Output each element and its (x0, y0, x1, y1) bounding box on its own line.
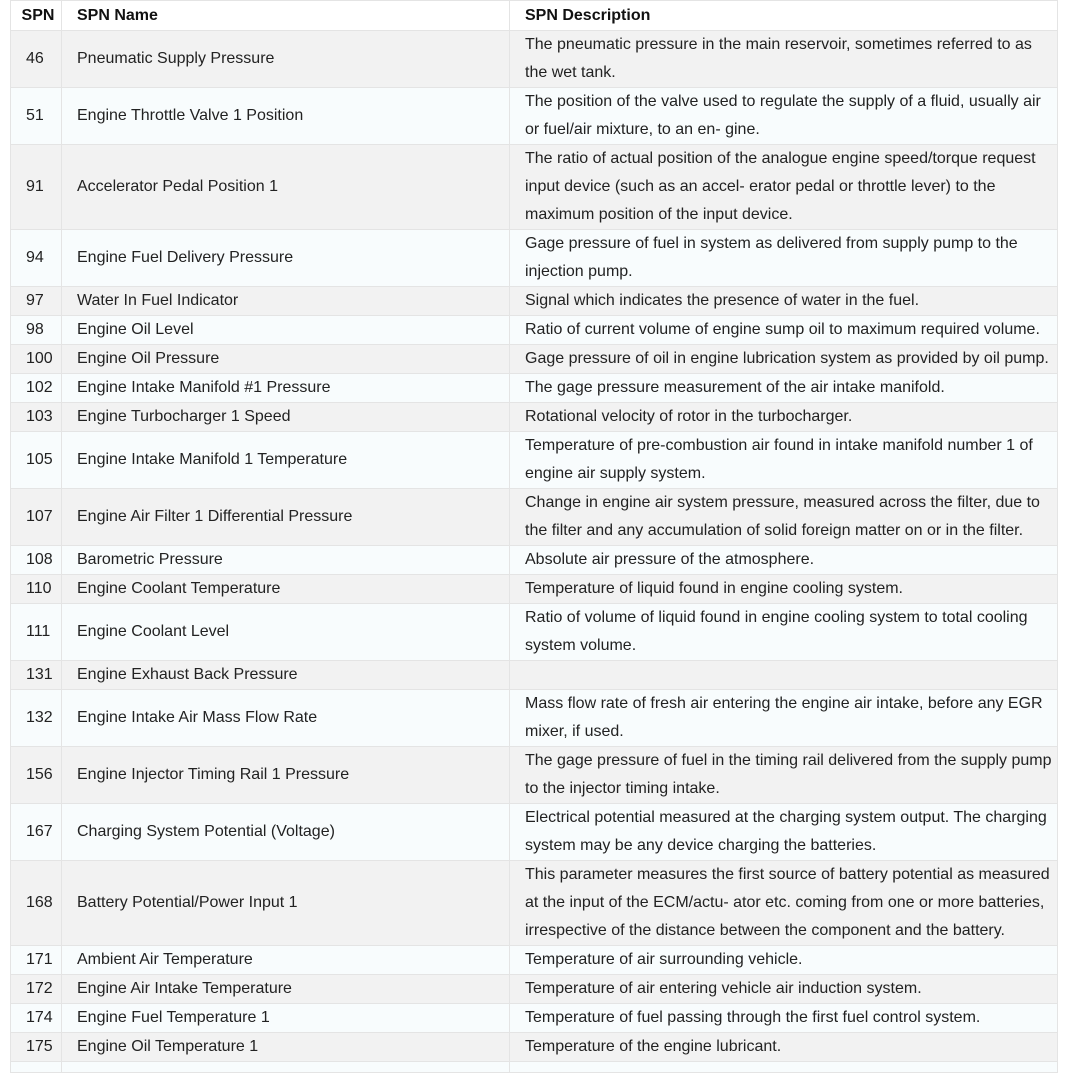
spn-name-cell: Ambient Air Temperature (62, 946, 510, 975)
spn-cell: 172 (11, 975, 62, 1004)
spn-name-cell: Engine Intake Manifold #1 Pressure (62, 374, 510, 403)
table-row (11, 345, 1058, 374)
table-row-cut-off (11, 1062, 1058, 1073)
table-row (11, 287, 1058, 316)
table-row (11, 432, 1058, 489)
spn-name-cell: Accelerator Pedal Position 1 (62, 145, 510, 230)
table-row (11, 145, 1058, 230)
spn-cell: 103 (11, 403, 62, 432)
spn-name-cell: Engine Throttle Valve 1 Position (62, 88, 510, 145)
spn-name-cell: Pneumatic Supply Pressure (62, 31, 510, 88)
spn-name-cell: Engine Exhaust Back Pressure (62, 661, 510, 690)
spn-description-cell: Signal which indicates the presence of water in the fuel. (510, 287, 1058, 316)
spn-cell: 131 (11, 661, 62, 690)
spn-description-cell: Temperature of the engine lubricant. (510, 1033, 1058, 1062)
spn-name-cell: Engine Intake Manifold 1 Temperature (62, 432, 510, 489)
table-row (11, 804, 1058, 861)
spn-cell: 167 (11, 804, 62, 861)
spn-cell: 168 (11, 861, 62, 946)
table-row (11, 575, 1058, 604)
spn-name-cell: Engine Fuel Delivery Pressure (62, 230, 510, 287)
spn-cell: 100 (11, 345, 62, 374)
spn-name-cell: Engine Coolant Temperature (62, 575, 510, 604)
table-row (11, 946, 1058, 975)
spn-name-cell: Charging System Potential (Voltage) (62, 804, 510, 861)
spn-description-cell: Temperature of pre-combustion air found in intake manifold number 1 of engine air supply system. (510, 432, 1058, 489)
spn-cell: 108 (11, 546, 62, 575)
table-row (11, 1004, 1058, 1033)
spn-description-cell: The gage pressure measurement of the air intake manifold. (510, 374, 1058, 403)
spn-description-cell: Change in engine air system pressure, measured across the filter, due to the filter and any accumulation of solid foreign matter on or in the filter. (510, 489, 1058, 546)
table-row (11, 690, 1058, 747)
spn-cell: 175 (11, 1033, 62, 1062)
spn-cell: 132 (11, 690, 62, 747)
spn-name-cell: Barometric Pressure (62, 546, 510, 575)
spn-description-cell (510, 1062, 1058, 1073)
spn-cell: 111 (11, 604, 62, 661)
spn-description-cell: Ratio of volume of liquid found in engine cooling system to total cooling system volume. (510, 604, 1058, 661)
spn-cell: 171 (11, 946, 62, 975)
spn-description-cell: This parameter measures the first source of battery potential as measured at the input of the ECM/actu- ator etc. coming from one or more batteries, irrespective of the distance between the component and the battery. (510, 861, 1058, 946)
table-row (11, 1033, 1058, 1062)
table-row (11, 861, 1058, 946)
spn-description-cell: Temperature of air surrounding vehicle. (510, 946, 1058, 975)
spn-cell (11, 1062, 62, 1073)
table-row (11, 747, 1058, 804)
spn-description-cell: Rotational velocity of rotor in the turbocharger. (510, 403, 1058, 432)
spn-cell: 174 (11, 1004, 62, 1033)
spn-name-cell: Engine Injector Timing Rail 1 Pressure (62, 747, 510, 804)
spn-cell: 107 (11, 489, 62, 546)
table-row (11, 403, 1058, 432)
table-row (11, 661, 1058, 690)
spn-description-cell: The ratio of actual position of the analogue engine speed/torque request input device (such as an accel- erator pedal or throttle lever) to the maximum position of the input device. (510, 145, 1058, 230)
header-spn-description: SPN Description (510, 1, 1058, 31)
spn-description-cell: Temperature of air entering vehicle air induction system. (510, 975, 1058, 1004)
spn-description-cell: The pneumatic pressure in the main reservoir, sometimes referred to as the wet tank. (510, 31, 1058, 88)
spn-cell: 98 (11, 316, 62, 345)
spn-name-cell: Engine Oil Level (62, 316, 510, 345)
table-row (11, 489, 1058, 546)
spn-cell: 156 (11, 747, 62, 804)
spn-name-cell: Engine Coolant Level (62, 604, 510, 661)
spn-description-cell (510, 661, 1058, 690)
spn-cell: 102 (11, 374, 62, 403)
spn-description-cell: The gage pressure of fuel in the timing rail delivered from the supply pump to the injector timing intake. (510, 747, 1058, 804)
spn-description-cell: The position of the valve used to regulate the supply of a fluid, usually air or fuel/air mixture, to an en- gine. (510, 88, 1058, 145)
spn-name-cell: Engine Oil Pressure (62, 345, 510, 374)
spn-name-cell: Engine Fuel Temperature 1 (62, 1004, 510, 1033)
table-row (11, 374, 1058, 403)
spn-name-cell: Water In Fuel Indicator (62, 287, 510, 316)
spn-description-cell: Electrical potential measured at the charging system output. The charging system may be any device charging the batteries. (510, 804, 1058, 861)
table-row (11, 31, 1058, 88)
spn-cell: 97 (11, 287, 62, 316)
spn-name-cell: Engine Turbocharger 1 Speed (62, 403, 510, 432)
spn-name-cell: Engine Air Intake Temperature (62, 975, 510, 1004)
table-header-row (11, 1, 1058, 31)
spn-name-cell: Battery Potential/Power Input 1 (62, 861, 510, 946)
header-spn-name: SPN Name (62, 1, 510, 31)
table-row (11, 975, 1058, 1004)
spn-description-cell: Temperature of liquid found in engine cooling system. (510, 575, 1058, 604)
spn-cell: 110 (11, 575, 62, 604)
spn-description-cell: Ratio of current volume of engine sump oil to maximum required volume. (510, 316, 1058, 345)
spn-description-cell: Mass flow rate of fresh air entering the engine air intake, before any EGR mixer, if used. (510, 690, 1058, 747)
spn-description-cell: Gage pressure of fuel in system as delivered from supply pump to the injection pump. (510, 230, 1058, 287)
spn-name-cell: Engine Intake Air Mass Flow Rate (62, 690, 510, 747)
spn-cell: 51 (11, 88, 62, 145)
spn-cell: 46 (11, 31, 62, 88)
table-row (11, 230, 1058, 287)
header-spn: SPN (11, 1, 62, 31)
table-row (11, 88, 1058, 145)
spn-description-cell: Absolute air pressure of the atmosphere. (510, 546, 1058, 575)
spn-name-cell (62, 1062, 510, 1073)
spn-name-cell: Engine Oil Temperature 1 (62, 1033, 510, 1062)
spn-description-cell: Gage pressure of oil in engine lubrication system as provided by oil pump. (510, 345, 1058, 374)
spn-description-cell: Temperature of fuel passing through the first fuel control system. (510, 1004, 1058, 1033)
table-row (11, 604, 1058, 661)
spn-table (10, 0, 1058, 1073)
spn-name-cell: Engine Air Filter 1 Differential Pressure (62, 489, 510, 546)
spn-cell: 94 (11, 230, 62, 287)
spn-cell: 91 (11, 145, 62, 230)
table-row (11, 546, 1058, 575)
spn-cell: 105 (11, 432, 62, 489)
table-row (11, 316, 1058, 345)
